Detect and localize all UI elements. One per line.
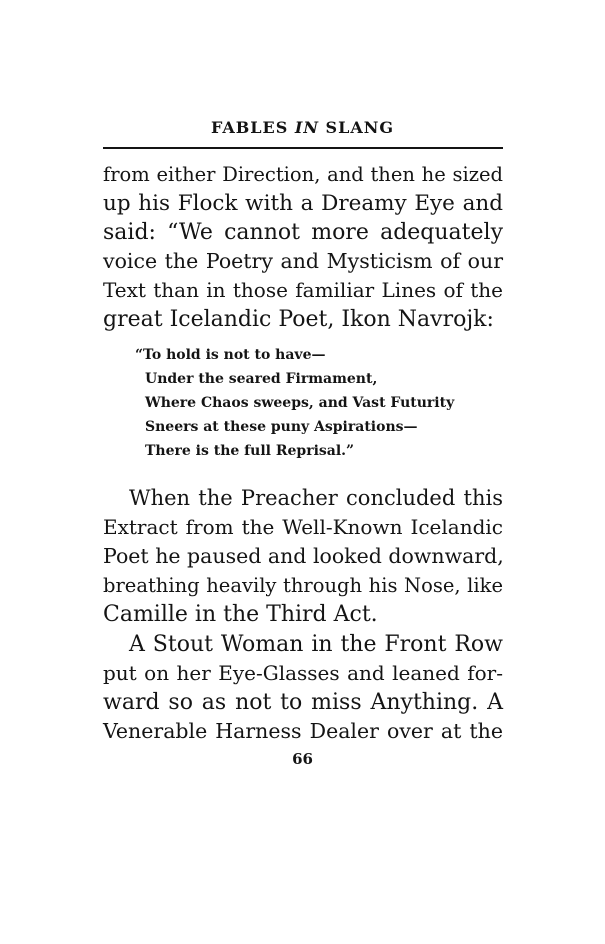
running-head-title-end: SLANG: [318, 118, 395, 137]
verse-line: “To hold is not to have—: [135, 347, 326, 363]
text-line: Extract from the Well-Known Icelandic: [103, 515, 503, 539]
page-number: 66: [292, 750, 313, 768]
text-line: breathing heavily through his Nose, like: [103, 574, 503, 597]
running-head: [0, 118, 605, 137]
text-line: Text than in those familiar Lines of the: [103, 278, 503, 302]
text-line: up his Flock with a Dreamy Eye and: [103, 191, 503, 216]
verse-line: Sneers at these puny Aspirations—: [145, 419, 418, 435]
text-line: great Icelandic Poet, Ikon Navrojk:: [103, 307, 494, 332]
header-rule: [103, 147, 503, 149]
running-head-title-italic: IN: [294, 118, 319, 137]
text-line: said: “We cannot more adequately: [103, 220, 503, 245]
running-head-title-start: FABLES: [210, 118, 295, 137]
text-line: Poet he paused and looked downward,: [103, 544, 504, 568]
text-line: put on her Eye-Glasses and leaned for-: [103, 661, 503, 685]
verse-line: There is the full Reprisal.”: [145, 443, 355, 459]
verse-line: Under the seared Firmament,: [145, 371, 378, 387]
text-line: ward so as not to miss Anything. A: [103, 690, 503, 715]
text-line: Venerable Harness Dealer over at the: [103, 719, 503, 743]
text-line: A Stout Woman in the Front Row: [129, 632, 503, 657]
text-line: When the Preacher concluded this: [129, 486, 503, 510]
text-line: voice the Poetry and Mysticism of our: [103, 249, 503, 273]
text-line: Camille in the Third Act.: [103, 602, 378, 627]
text-line: from either Direction, and then he sized: [103, 163, 503, 186]
verse-line: Where Chaos sweeps, and Vast Futurity: [145, 395, 455, 411]
